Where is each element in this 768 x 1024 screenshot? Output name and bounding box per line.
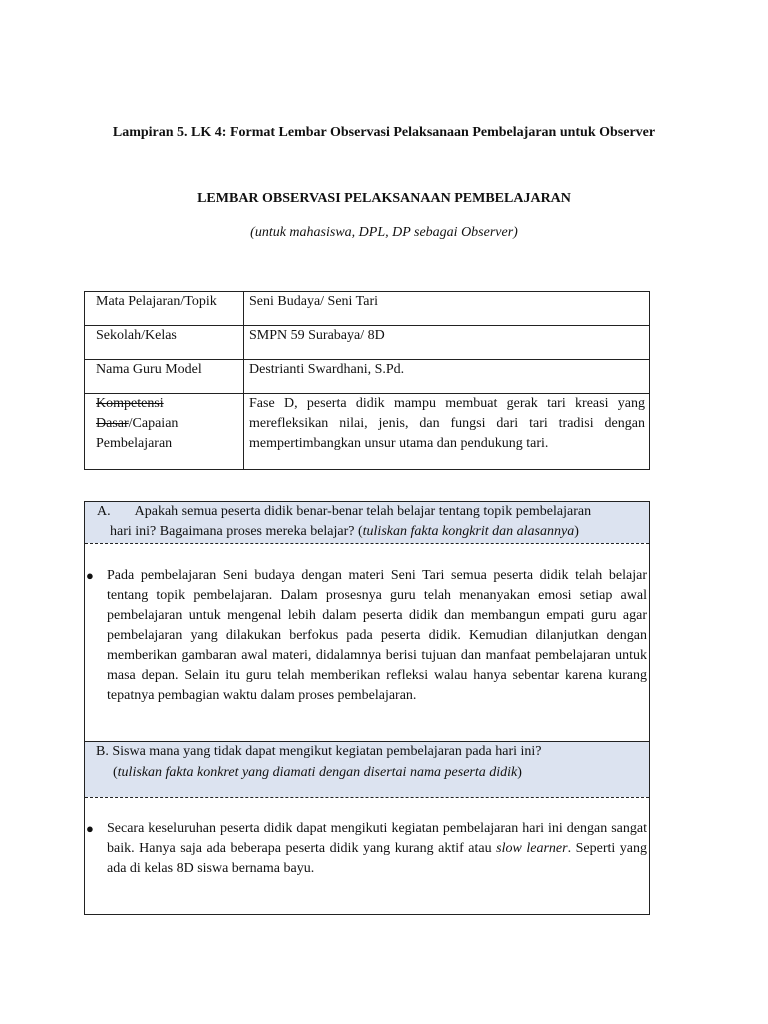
- appendix-heading: Lampiran 5. LK 4: Format Lembar Observasi Pelaksanaan Pembelajaran untuk Observer: [112, 125, 656, 140]
- label-part: Pembelajaran: [96, 436, 173, 451]
- bullet-icon: ●: [86, 568, 94, 583]
- question-hint: tuliskan fakta konkret yang diamati dengan disertai nama peserta didik: [117, 765, 518, 780]
- row-label: Mata Pelajaran/Topik: [85, 292, 244, 326]
- question-b-line2: (tuliskan fakta konkret yang diamati dengan disertai nama peserta didik): [113, 765, 522, 780]
- answer-italic-term: slow learner: [496, 841, 568, 856]
- bullet-icon: ●: [86, 821, 94, 836]
- document-subtitle: (untuk mahasiswa, DPL, DP sebagai Observer): [250, 225, 518, 240]
- row-label: Nama Guru Model: [85, 360, 244, 394]
- question-a-line2: hari ini? Bagaimana proses mereka belajar? (tuliskan fakta kongkrit dan alasannya): [110, 524, 579, 539]
- observation-box: [84, 501, 650, 915]
- question-b-line1: B. Siswa mana yang tidak dapat mengikut kegiatan pembelajaran pada hari ini?: [96, 744, 542, 759]
- row-label: Sekolah/Kelas: [85, 326, 244, 360]
- dashed-divider: [85, 797, 649, 798]
- table-row: [85, 394, 650, 470]
- question-b-header: [85, 742, 649, 797]
- table-row: [85, 292, 650, 326]
- answer-text: Secara keseluruhan peserta didik dapat mengikuti kegiatan pembelajaran hari ini dengan sangat baik. Hanya saja ada beberapa peserta didik yang kurang aktif atau: [107, 821, 647, 856]
- answer-a: [86, 566, 647, 706]
- question-text: Apakah semua peserta didik benar-benar telah belajar tentang topik pembelajaran: [134, 504, 592, 519]
- question-a-line1: [97, 502, 642, 522]
- lesson-info-table: [84, 291, 650, 470]
- competency-label: [85, 394, 244, 470]
- question-hint: tuliskan fakta kongkrit dan alasannya: [362, 524, 575, 539]
- row-value: Seni Budaya/ Seni Tari: [244, 292, 650, 326]
- answer-text: . Seperti yang ada di kelas 8D siswa bernama bayu.: [107, 841, 648, 876]
- row-value: SMPN 59 Surabaya/ 8D: [244, 326, 650, 360]
- answer-b: [86, 819, 648, 879]
- table-row: [85, 326, 650, 360]
- question-a-header: [85, 502, 649, 543]
- answer-text: Pada pembelajaran Seni budaya dengan materi Seni Tari semua peserta didik telah belajar tentang topik pembelajaran. Dalam prosesnya guru telah menanyakan emosi setiap awal pembelajaran untuk mengenal lebih dalam peserta didik dan membangun empati guru agar pembelajaran yang dilakukan berfokus pada peserta didik. Kemudian dilanjutkan dengan memberikan gambaran awal materi, didalamnya berisi tujuan dan manfaat pembelajaran untuk masa depan. Selain itu guru telah memberikan refleksi walau hanya sebentar karena kurang tepatnya pembagian waktu dalam proses pembelajaran.: [107, 568, 647, 703]
- label-part: /Capaian: [128, 416, 179, 431]
- question-letter: A.: [97, 504, 111, 519]
- row-value: Destrianti Swardhani, S.Pd.: [244, 360, 650, 394]
- competency-value: Fase D, peserta didik mampu membuat gerak tari kreasi yang merefleksikan nilai, jenis, dan fungsi dari tari tradisi dengan mempertimbangkan unsur utama dan pendukung tari.: [244, 394, 650, 470]
- dashed-divider: [85, 543, 649, 544]
- table-row: [85, 360, 650, 394]
- document-title: LEMBAR OBSERVASI PELAKSANAAN PEMBELAJARAN: [197, 191, 571, 206]
- struck-word: Dasar: [96, 416, 129, 431]
- struck-word: Kompetensi: [96, 396, 164, 411]
